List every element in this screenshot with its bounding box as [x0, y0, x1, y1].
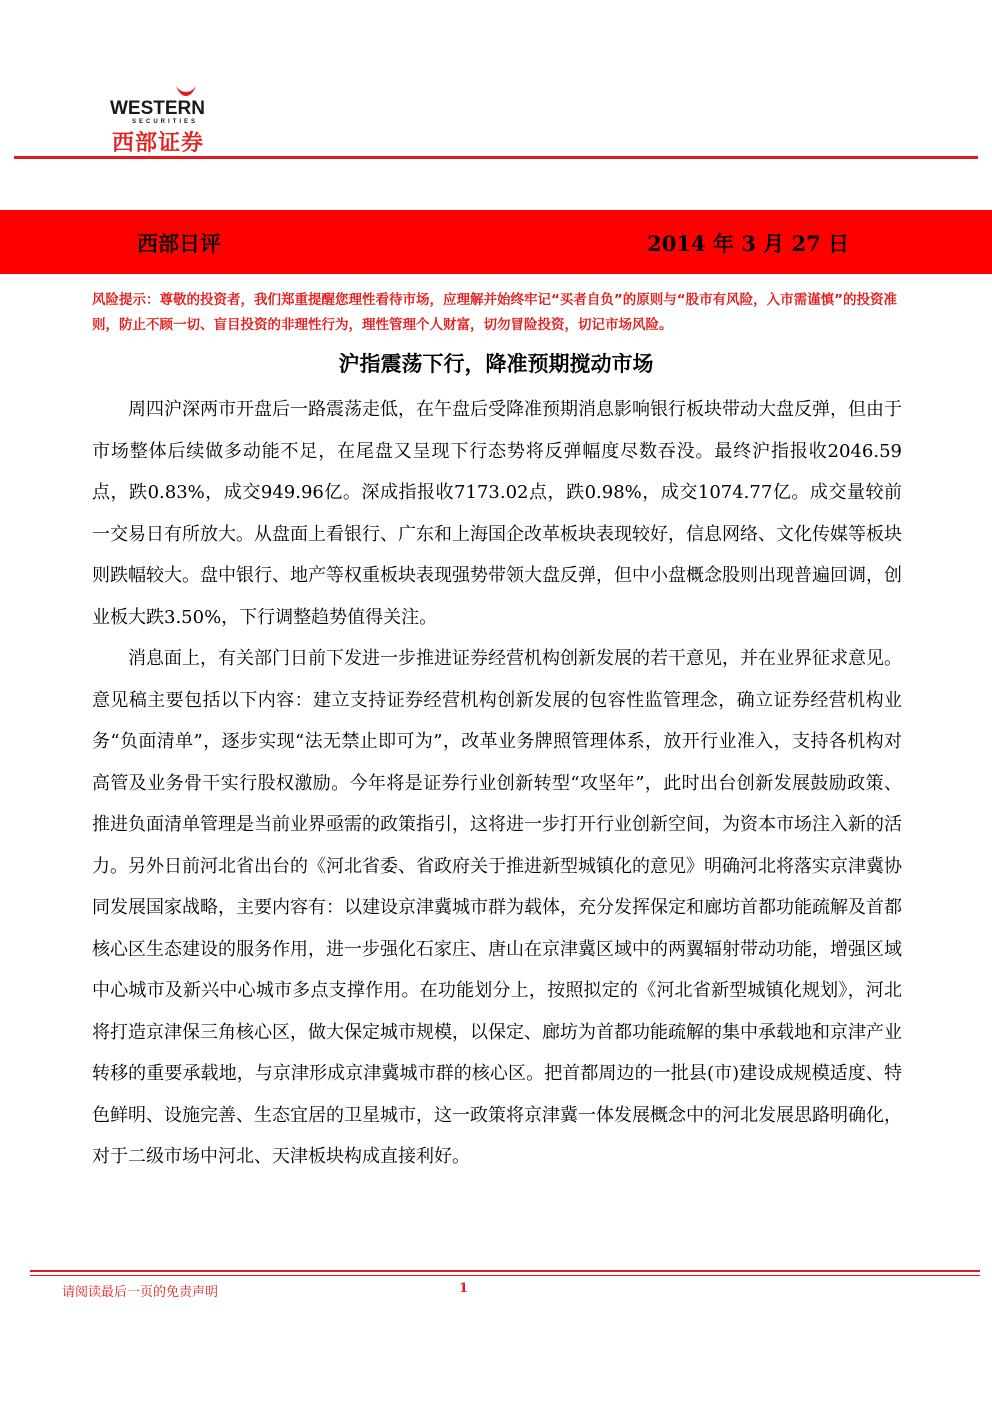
report-banner — [0, 210, 992, 274]
report-date: 2014 年 3 月 27 日 — [647, 231, 849, 256]
paragraph-market-review: 周四沪深两市开盘后一路震荡走低，在午盘后受降准预期消息影响银行板块带动大盘反弹，但由于市场整体后续做多动能不足，在尾盘又呈现下行态势将反弹幅度尽数吞没。最终沪指报收2046.59点，跌0.83%，成交949.96亿。深成指报收7173.02点，跌0.98%，成交1074.77亿。成交量较前一交易日有所放大。从盘面上看银行、广东和上海国企改革板块表现较好，信息网络、文化传媒等板块则跌幅较大。盘中银行、地产等权重板块表现强势带领大盘反弹，但中小盘概念股则出现普遍回调，创业板大跌3.50%，下行调整趋势值得关注。 — [92, 399, 902, 628]
logo-english-name: WESTERN — [110, 98, 205, 119]
disclaimer-note: 请阅读最后一页的免责声明 — [62, 1285, 219, 1300]
header-divider — [14, 156, 978, 159]
footer-divider — [30, 1270, 980, 1272]
company-logo — [110, 82, 245, 154]
report-series-title: 西部日评 — [137, 232, 221, 256]
article-headline: 沪指震荡下行，降准预期搅动市场 — [338, 352, 654, 376]
logo-subtitle: SECURITIES — [132, 119, 199, 125]
risk-notice: 风险提示：尊敬的投资者，我们郑重提醒您理性看待市场，应理解并始终牢记“买者自负”的原则与“股市有风险，入市需谨慎”的投资准则，防止不顾一切、盲目投资的非理性行为，理性管理个人财富，切勿冒险投资，切记市场风险。 — [92, 292, 897, 333]
footer-divider-thin — [30, 1275, 980, 1276]
paragraph-news-analysis: 消息面上，有关部门日前下发进一步推进证券经营机构创新发展的若干意见，并在业界征求意见。意见稿主要包括以下内容：建立支持证券经营机构创新发展的包容性监管理念，确立证券经营机构业务“负面清单”，逐步实现“法无禁止即可为”，改革业务牌照管理体系，放开行业准入，支持各机构对高管及业务骨干实行股权激励。今年将是证券行业创新转型“攻坚年”，此时出台创新发展鼓励政策、推进负面清单管理是当前业界亟需的政策指引，这将进一步打开行业创新空间，为资本市场注入新的活力。另外日前河北省出台的《河北省委、省政府关于推进新型城镇化的意见》明确河北将落实京津冀协同发展国家战略，主要内容有：以建设京津冀城市群为载体，充分发挥保定和廊坊首都功能疏解及首都核心区生态建设的服务作用，进一步强化石家庄、唐山在京津冀区域中的两翼辐射带动功能，增强区域中心城市及新兴中心城市多点支撑作用。在功能划分上，按照拟定的《河北省新型城镇化规划》，河北将打造京津保三角核心区，做大保定城市规模，以保定、廊坊为首都功能疏解的集中承载地和京津产业转移的重要承载地，与京津形成京津冀城市群的核心区。把首都周边的一批县(市)建设成规模适度、特色鲜明、设施完善、生态宜居的卫星城市，这一政策将京津冀一体发展概念中的河北发展思路明确化，对于二级市场中河北、天津板块构成直接利好。 — [92, 648, 902, 1167]
article-body — [92, 389, 902, 1178]
logo-chinese-name: 西部证券 — [112, 131, 205, 156]
page-number: 1 — [459, 1281, 469, 1296]
